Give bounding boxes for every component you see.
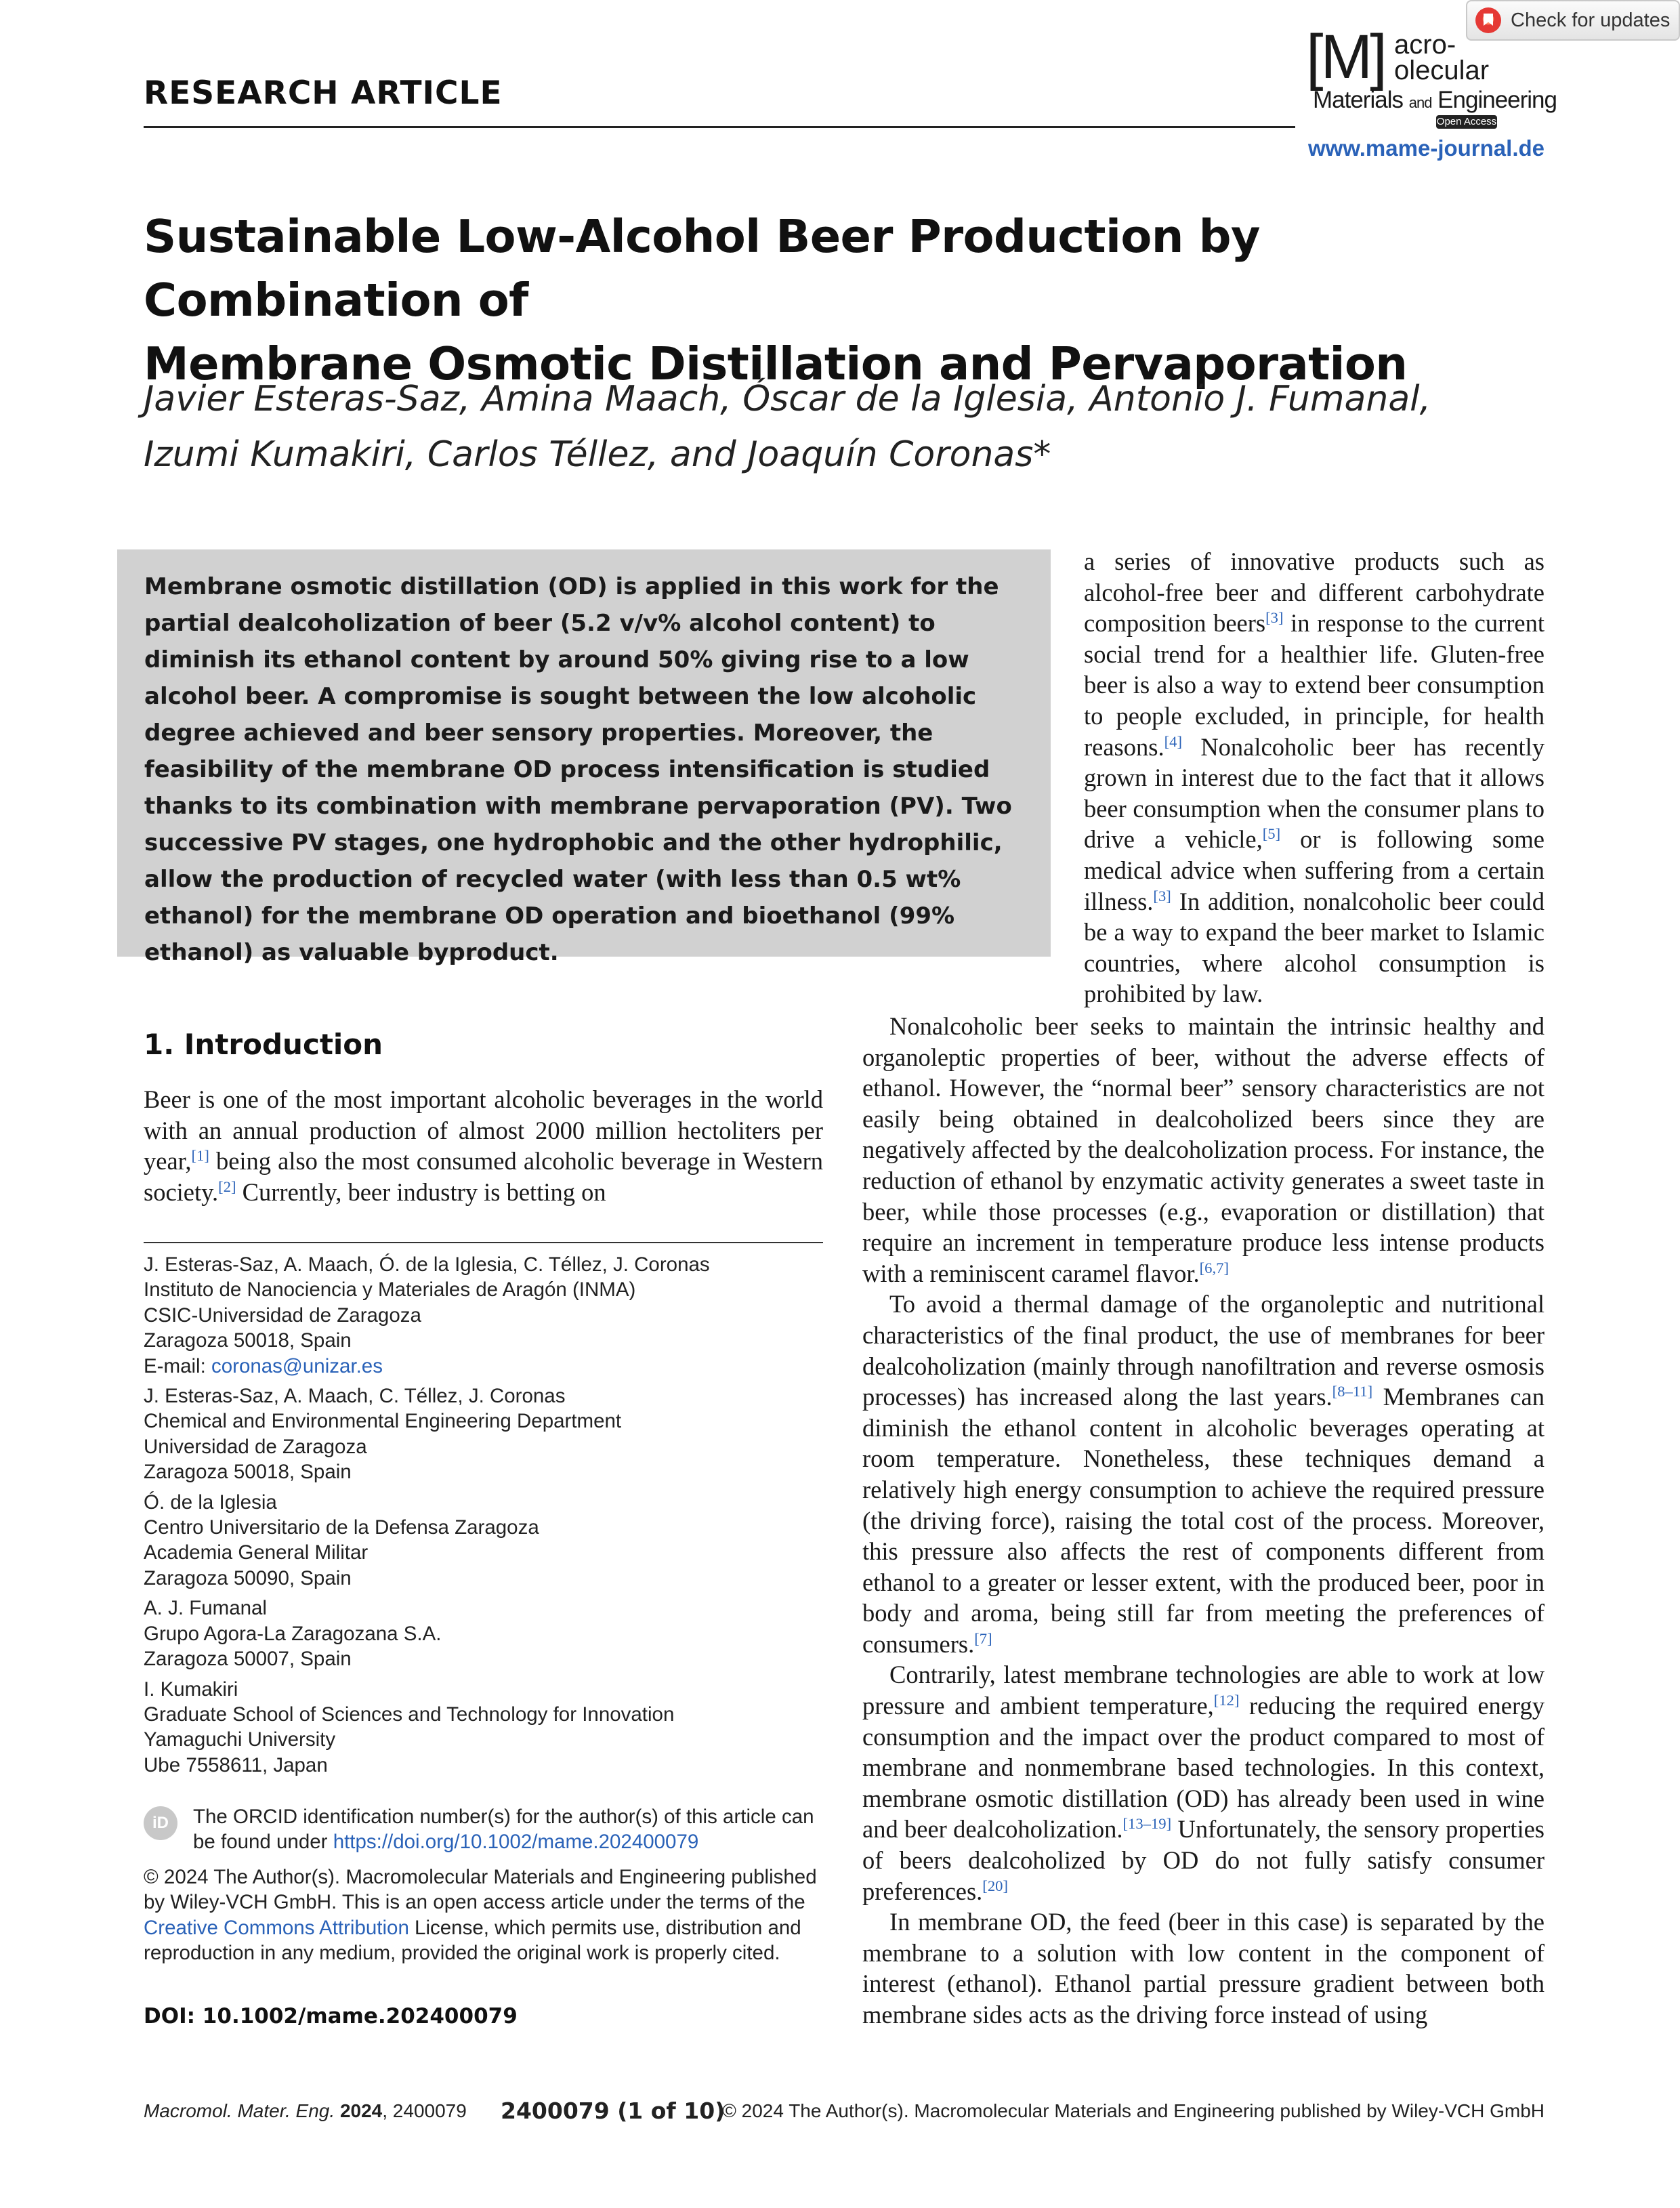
paragraph: Contrarily, latest membrane technologies are able to work at low pressure and ambient temperature,[12] reducing the required energy consumption and the impact over the product compared to most of membrane and nonmembrane based technologies. In this context, membrane osmotic distillation (OD) has already been used in wine and beer dealcoholization.[13–19] Unfortunately, the sensory properties of beers dealcoholized by OD do not fully satisfy consumer preferences.[20] [862,1661,1545,1905]
orcid-icon: iD [144,1806,177,1840]
journal-logo [1301,22,1557,127]
citation-link[interactable]: [5] [1262,825,1281,843]
abstract-text: Membrane osmotic distillation (OD) is applied in this work for the partial dealcoholization of beer (5.2 v/v% alcohol content) to diminish its ethanol content by around 50% giving rise to a low alcohol beer. A compromise is sought between the low alcoholic degree achieved and beer sensory properties. Moreover, the feasibility of the membrane OD process intensification is studied thanks to its combination with membrane pervaporation (PV). Two successive PV stages, one hydrophobic and the other hydrophilic, allow the production of recycled water (with less than 0.5 wt% ethanol) for the membrane OD operation and bioethanol (99% ethanol) as valuable byproduct. [144,573,1012,966]
footer-citation: Macromol. Mater. Eng. 2024, 2400079 [144,2100,467,2121]
header-divider [144,126,1295,128]
affiliations-divider [144,1242,823,1243]
doi-label: DOI: 10.1002/mame.202400079 [144,2004,518,2028]
affiliation-block: Ó. de la Iglesia Centro Universitario de la Defensa Zaragoza Academia General Militar Zaragoza 50090, Spain [144,1491,539,1589]
citation-link[interactable]: [12] [1213,1691,1240,1709]
right-column-main [862,1011,1545,2030]
author-list-line2: Izumi Kumakiri, Carlos Téllez, and Joaquín Coronas* [144,434,1051,475]
author-list [144,371,1498,482]
paragraph: a series of innovative products such as alcohol-free beer and different carbohydrate composition beers[3] in response to the current social trend for a healthier life. Gluten-free beer is also a way to extend beer consumption to people excluded, in principle, for health reasons.[4] Nonalcoholic beer has recently grown in interest due to the fact that it allows beer consumption when the consumer plans to drive a vehicle,[5] or is following some medical advice when suffering from a certain illness.[3] In addition, nonalcoholic beer could be a way to expand the beer market to Islamic countries, where alcohol consumption is prohibited by law. [1084,547,1545,1008]
article-title-line2: Membrane Osmotic Distillation and Pervaporation [144,337,1408,390]
abstract-box [117,549,1051,966]
affiliations [144,1252,823,1783]
journal-logo-line2: olecular [1394,56,1490,85]
paragraph: Nonalcoholic beer seeks to maintain the intrinsic healthy and organoleptic properties of beer, without the adverse effects of ethanol. However, the “normal beer” sensory characteristics are not easily being obtained in dealcoholized beers since they are negatively affected by the dealcoholization process. For instance, the reduction of ethanol by enzymatic activity generates a sweet taste in beer, while those processes (e.g., evaporation or distillation) that require an increment in temperature produce less intense products with a reminiscent caramel flavor.[6,7] [862,1012,1545,1287]
affiliation-block: J. Esteras-Saz, A. Maach, Ó. de la Iglesia, C. Téllez, J. Coronas Instituto de Nanociencia y Materiales de Aragón (INMA) CSIC-Universidad de Zaragoza Zaragoza 50018, Spain E-mail: coronas@unizar.es [144,1253,710,1377]
article-title [144,205,1553,396]
page-footer [144,2098,1545,2125]
citation-link[interactable]: [6,7] [1199,1259,1229,1276]
citation-link[interactable]: [1] [191,1147,209,1165]
paragraph: In membrane OD, the feed (beer in this case) is separated by the membrane to a solution with low content in the component of interest (ethanol). Ethanol partial pressure gradient between both membrane sides acts as the driving force instead of using [862,1908,1545,2028]
author-list-line1: Javier Esteras-Saz, Amina Maach, Óscar de la Iglesia, Antonio J. Fumanal, [144,379,1431,419]
journal-logo-line1: acro- [1394,30,1456,60]
citation-link[interactable]: [3] [1265,609,1284,627]
citation-link[interactable]: [8–11] [1332,1382,1373,1400]
journal-url-link[interactable]: www.mame-journal.de [1307,136,1545,161]
paragraph: Beer is one of the most important alcoholic beverages in the world with an annual production of almost 2000 million hectoliters per year,[1] being also the most consumed alcoholic beverage in Western society.[2] Currently, beer industry is betting on [144,1085,823,1206]
page-number: 2400079 (1 of 10) [501,2098,726,2124]
article-title-line1: Sustainable Low-Alcohol Beer Production by Combination of [144,210,1261,327]
left-column-intro [144,1084,823,1207]
citation-link[interactable]: [20] [982,1877,1008,1894]
citation-link[interactable]: [2] [218,1178,236,1195]
open-access-badge: Open Access [1436,116,1497,127]
citation-link[interactable]: [13–19] [1122,1815,1172,1833]
section-heading-introduction: 1. Introduction [144,1028,383,1061]
check-for-updates-label: Check for updates [1511,9,1671,31]
footer-copyright: © 2024 The Author(s). Macromolecular Materials and Engineering published by Wiley-VCH GmbH [722,2100,1545,2121]
license-note: © 2024 The Author(s). Macromolecular Materials and Engineering published by Wiley-VCH GmbH. This is an open access article under the terms of the Creative Commons Attribution License, which permits use, distribution and reproduction in any medium, provided the original work is properly cited. [144,1866,817,1965]
orcid-note: The ORCID identification number(s) for the author(s) of this article can be found under https://doi.org/10.1002/mame.202400079 [193,1806,814,1854]
affiliation-block: A. J. Fumanal Grupo Agora-La Zaragozana S.A. Zaragoza 50007, Spain [144,1597,442,1671]
affiliation-block: I. Kumakiri Graduate School of Sciences and Technology for Innovation Yamaguchi University Ube 7558611, Japan [144,1678,675,1776]
orcid-doi-link[interactable]: https://doi.org/10.1002/mame.202400079 [333,1831,699,1854]
right-column-top [1084,546,1545,1009]
journal-logo-m: [M] [1306,22,1385,91]
email-link[interactable]: coronas@unizar.es [211,1354,383,1377]
affiliation-block: J. Esteras-Saz, A. Maach, C. Téllez, J. Coronas Chemical and Environmental Engineering Department Universidad de Zaragoza Zaragoza 50018, Spain [144,1385,622,1484]
paragraph: To avoid a thermal damage of the organoleptic and nutritional characteristics of the final product, the use of membranes for beer dealcoholization (mainly through nanofiltration and reverse osmosis processes) has increased along the last years.[8–11] Membranes can diminish the ethanol content in alcoholic beverages operating at room temperature. Nonetheless, these techniques demand a relatively high energy consumption to achieve the required pressure (the driving force), raising the total cost of the process. Moreover, this pressure also affects the rest of components different from ethanol to a greater or lesser extent, with the produced beer, poor in body and aroma, being still far from meeting the preferences of consumers.[7] [862,1290,1545,1658]
citation-link[interactable]: [4] [1164,732,1182,750]
creative-commons-link[interactable]: Creative Commons Attribution [144,1916,409,1939]
article-type-label: RESEARCH ARTICLE [144,75,503,112]
citation-link[interactable]: [7] [974,1629,992,1647]
citation-link[interactable]: [3] [1153,887,1171,904]
journal-logo-line3: Materials and Engineering [1313,87,1557,113]
